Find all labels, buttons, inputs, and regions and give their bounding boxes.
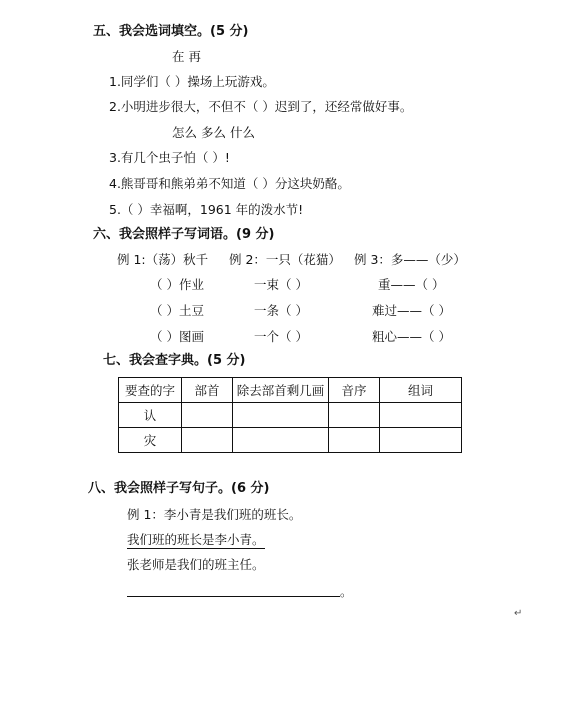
- table-cell: [329, 403, 380, 428]
- word-choices-1: 在 再: [172, 49, 201, 64]
- question-5: 5.（ ）幸福啊，1961 年的泼水节!: [109, 202, 304, 217]
- column-header: 音序: [329, 378, 380, 403]
- word-blank: 一条（ ）: [254, 303, 308, 318]
- column-header: 组词: [380, 378, 462, 403]
- word-blank: 难过——（ ）: [372, 303, 451, 318]
- table-cell: [380, 428, 462, 453]
- question-4: 4.熊哥哥和熊弟弟不知道（ ）分这块奶酪。: [109, 176, 350, 191]
- word-blank: 粗心——（ ）: [372, 329, 451, 344]
- table-row: [119, 428, 462, 453]
- table-row: [119, 403, 462, 428]
- paragraph-mark-icon: ↵: [514, 608, 523, 619]
- column-header: 要查的字: [119, 378, 182, 403]
- word-blank: （ ）土豆: [150, 303, 204, 318]
- table-cell: [182, 428, 233, 453]
- answer-line: [127, 596, 340, 597]
- question-3: 3.有几个虫子怕（ ）!: [109, 150, 230, 165]
- table-cell: [380, 403, 462, 428]
- table-cell: [233, 403, 329, 428]
- column-header: 部首: [182, 378, 233, 403]
- table-cell: 认: [119, 403, 182, 428]
- table-cell: [182, 403, 233, 428]
- example-3: 例 3：多——（少）: [354, 252, 466, 267]
- section-7-title: 七、我会查字典。(5 分): [103, 353, 246, 368]
- word-blank: （ ）作业: [150, 277, 204, 292]
- table-cell: 灾: [119, 428, 182, 453]
- word-choices-2: 怎么 多么 什么: [172, 125, 255, 140]
- underlined-answer: 我们班的班长是李小青。: [127, 532, 265, 547]
- section-6-title: 六、我会照样子写词语。(9 分): [93, 227, 275, 242]
- answer-period: 。: [340, 584, 353, 599]
- word-blank: 一个（ ）: [254, 329, 308, 344]
- word-blank: （ ）图画: [150, 329, 204, 344]
- column-header: 除去部首剩几画: [233, 378, 329, 403]
- table-cell: [329, 428, 380, 453]
- dictionary-table: [118, 377, 462, 453]
- question-1: 1.同学们（ ）操场上玩游戏。: [109, 74, 275, 89]
- word-blank: 重——（ ）: [378, 277, 445, 292]
- example-1: 例 1:（荡）秋千: [117, 252, 209, 267]
- sentence-example: 例 1：李小青是我们班的班长。: [127, 507, 302, 522]
- word-blank: 一束（ ）: [254, 277, 308, 292]
- table-header-row: [119, 378, 462, 403]
- section-5-title: 五、我会选词填空。(5 分): [93, 24, 249, 39]
- table-cell: [233, 428, 329, 453]
- example-2: 例 2：一只（花猫）: [229, 252, 341, 267]
- sentence-prompt: 张老师是我们的班主任。: [127, 557, 265, 572]
- section-8-title: 八、我会照样子写句子。(6 分): [88, 481, 270, 496]
- question-2: 2.小明进步很大，不但不（ ）迟到了，还经常做好事。: [109, 99, 413, 114]
- sentence-example-answer: [127, 532, 265, 548]
